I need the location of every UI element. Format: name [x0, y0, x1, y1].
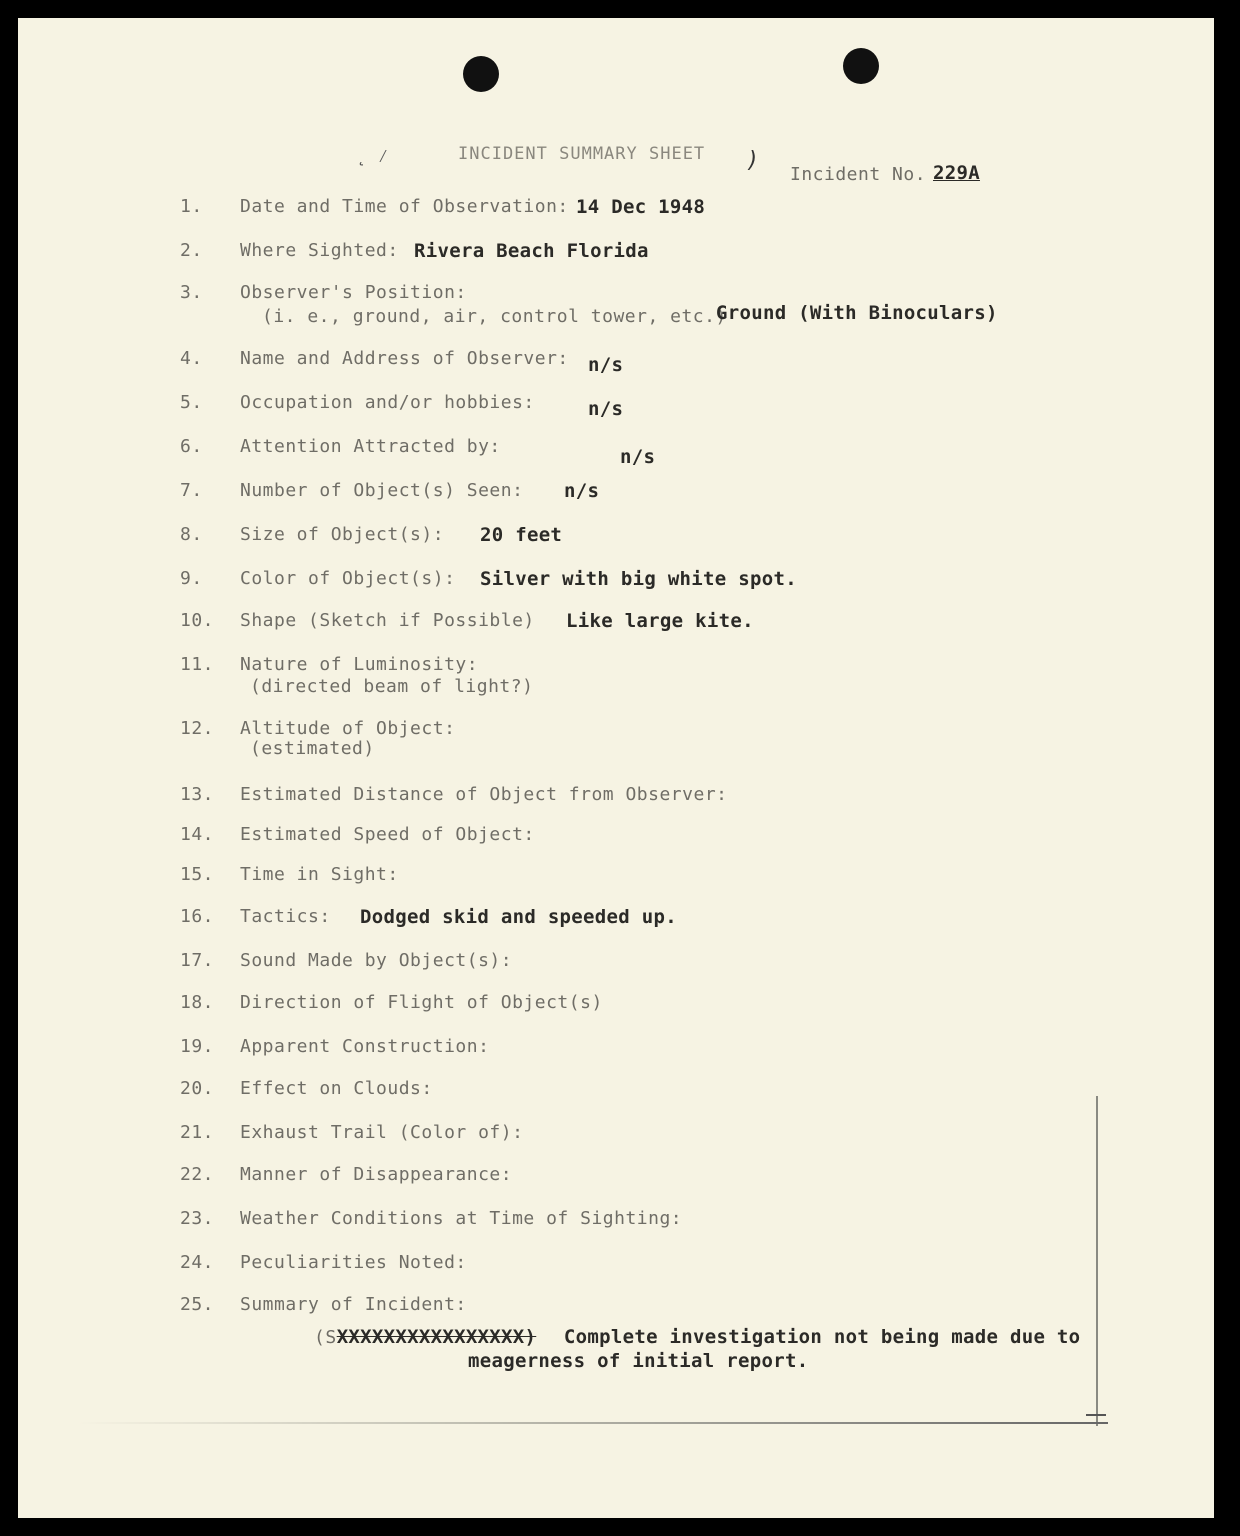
item-number: 25. [180, 1294, 215, 1315]
item-number: 16. [180, 906, 215, 927]
item-label: Apparent Construction: [240, 1036, 490, 1057]
item-label: Occupation and/or hobbies: [240, 392, 535, 413]
item-number: 2. [180, 240, 203, 261]
form-item [18, 524, 1214, 568]
item-label: Nature of Luminosity: [240, 654, 479, 675]
form-item [18, 864, 1214, 908]
item-value: n/s [564, 480, 600, 502]
item-label: Peculiarities Noted: [240, 1252, 467, 1273]
item-label: Size of Object(s): [240, 524, 445, 545]
item-value: 14 Dec 1948 [576, 196, 706, 218]
item-number: 4. [180, 348, 203, 369]
form-item [18, 950, 1214, 994]
item-value: Ground (With Binoculars) [716, 302, 998, 324]
summary-line-2: meagerness of initial report. [468, 1350, 809, 1372]
item-label: Number of Object(s) Seen: [240, 480, 524, 501]
item-value: 20 feet [480, 524, 563, 546]
item-number: 13. [180, 784, 215, 805]
form-item [18, 240, 1214, 284]
item-number: 6. [180, 436, 203, 457]
form-item [18, 824, 1214, 868]
item-number: 5. [180, 392, 203, 413]
form-item [18, 654, 1214, 714]
item-number: 22. [180, 1164, 215, 1185]
item-label: Estimated Speed of Object: [240, 824, 535, 845]
summary-text: Complete investigation not being made due to [563, 1326, 1081, 1348]
margin-rule [1096, 1096, 1098, 1426]
margin-rule [78, 1422, 1108, 1424]
margin-rule [1086, 1414, 1106, 1416]
item-number: 3. [180, 282, 203, 303]
item-label: Where Sighted: [240, 240, 399, 261]
pen-mark: ) [746, 148, 760, 173]
document-sheet [18, 18, 1214, 1518]
item-label: Estimated Distance of Object from Observer: [240, 784, 728, 805]
item-number: 17. [180, 950, 215, 971]
item-number: 8. [180, 524, 203, 545]
form-item [18, 1036, 1214, 1080]
form-item [18, 436, 1214, 480]
item-number: 23. [180, 1208, 215, 1229]
form-item [18, 1164, 1214, 1208]
item-number: 7. [180, 480, 203, 501]
item-number: 14. [180, 824, 215, 845]
item-label: Date and Time of Observation: [240, 196, 569, 217]
item-number: 12. [180, 718, 215, 739]
item-label: Weather Conditions at Time of Sighting: [240, 1208, 683, 1229]
incident-number-value: 229A [933, 162, 980, 184]
item-label: Name and Address of Observer: [240, 348, 569, 369]
form-item [18, 1078, 1214, 1122]
item-value: n/s [588, 354, 624, 376]
item-label: Sound Made by Object(s): [240, 950, 513, 971]
item-label: Manner of Disappearance: [240, 1164, 513, 1185]
item-sublabel: (directed beam of light?) [250, 676, 534, 697]
item-label: Attention Attracted by: [240, 436, 501, 457]
item-value: Silver with big white spot. [480, 568, 797, 590]
item-label: Summary of Incident: [240, 1294, 467, 1315]
item-number: 20. [180, 1078, 215, 1099]
item-number: 9. [180, 568, 203, 589]
item-label: Tactics: [240, 906, 331, 927]
item-label: Observer's Position: [240, 282, 467, 303]
item-label: Color of Object(s): [240, 568, 456, 589]
item-number: 19. [180, 1036, 215, 1057]
form-item [18, 392, 1214, 436]
item-value: Rivera Beach Florida [414, 240, 649, 262]
item-number: 18. [180, 992, 215, 1013]
item-number: 15. [180, 864, 215, 885]
item-sublabel: (i. e., ground, air, control tower, etc.) [262, 306, 727, 327]
punch-hole-left [463, 56, 499, 92]
summary-line-1 [314, 1326, 1080, 1348]
form-item [18, 610, 1214, 654]
document-title: INCIDENT SUMMARY SHEET [458, 144, 706, 164]
item-number: 21. [180, 1122, 215, 1143]
form-item [18, 1122, 1214, 1166]
item-number: 24. [180, 1252, 215, 1273]
item-label: Exhaust Trail (Color of): [240, 1122, 524, 1143]
form-item [18, 906, 1214, 950]
item-value: Like large kite. [566, 610, 754, 632]
punch-hole-right [843, 48, 879, 84]
item-label: Direction of Flight of Object(s) [240, 992, 603, 1013]
item-number: 11. [180, 654, 215, 675]
form-item [18, 348, 1214, 392]
item-label: Altitude of Object: [240, 718, 456, 739]
item-value: Dodged skid and speeded up. [360, 906, 677, 928]
item-value: n/s [588, 398, 624, 420]
form-item [18, 568, 1214, 612]
form-item [18, 196, 1214, 240]
summary-prefix: (S [314, 1327, 337, 1348]
summary-struck-text: XXXXXXXXXXXXXXXX) [336, 1326, 537, 1348]
form-item [18, 1252, 1214, 1296]
form-item [18, 992, 1214, 1036]
item-label: Effect on Clouds: [240, 1078, 433, 1099]
form-item [18, 480, 1214, 524]
form-item [18, 784, 1214, 828]
item-label: Shape (Sketch if Possible) [240, 610, 535, 631]
item-label: Time in Sight: [240, 864, 399, 885]
incident-number-label: Incident No. [790, 164, 927, 185]
form-item [18, 718, 1214, 778]
item-value: n/s [620, 446, 656, 468]
item-number: 1. [180, 196, 203, 217]
item-number: 10. [180, 610, 215, 631]
item-sublabel: (estimated) [250, 738, 375, 759]
pen-mark: ˛ ⁄ [356, 146, 389, 167]
form-item [18, 282, 1214, 342]
form-item [18, 1208, 1214, 1252]
